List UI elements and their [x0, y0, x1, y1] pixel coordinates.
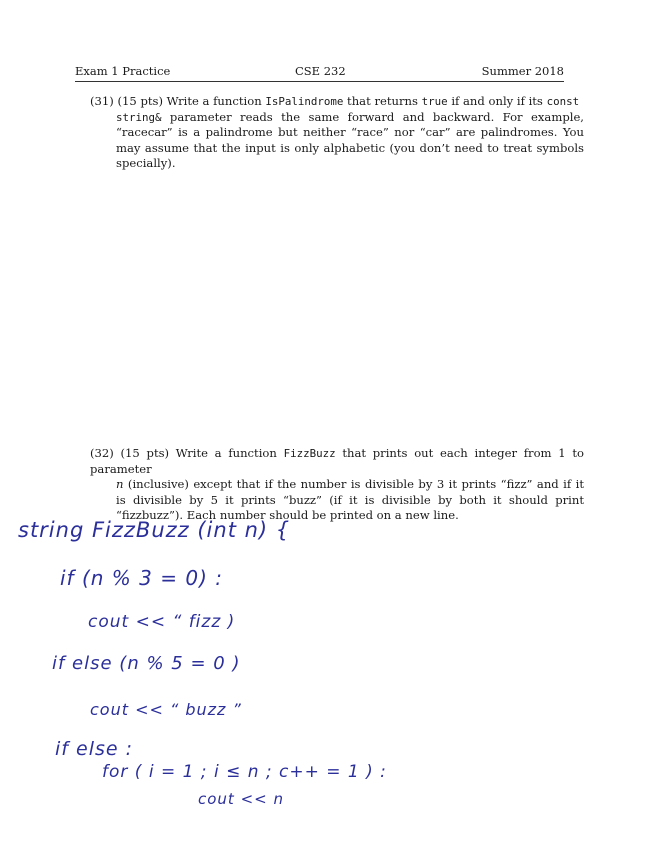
q32-function-name: FizzBuzz	[283, 447, 336, 460]
header-course-exam: Exam 1 Practice	[75, 64, 171, 78]
q31-prefix: (31) (15 pts) Write a function	[90, 94, 266, 108]
q31-function-name: IsPalindrome	[265, 95, 344, 108]
handwritten-line-5: cout << “ buzz ”	[90, 700, 242, 719]
q32-text-rest: (inclusive) except that if the number is divisible by 3 it prints “fizz” and if it is divisible by 5 it prints “buzz” (if it is divisible by both it should print “fizzbuzz”). Each number should be printed on a new line.	[116, 477, 584, 522]
q32-variable-n: n	[116, 477, 124, 491]
header-rule	[75, 81, 564, 82]
q31-keyword-string: string&	[116, 110, 162, 124]
q32-body	[90, 477, 584, 524]
handwritten-line-3: cout << “ fizz )	[88, 612, 236, 632]
q31-body	[90, 110, 584, 172]
handwritten-line-7: for ( i = 1 ; i ≤ n ; c++ = 1 ) :	[102, 762, 387, 782]
handwritten-line-4: if else (n % 5 = 0 )	[52, 653, 241, 674]
q31-text-1: that returns	[343, 94, 422, 108]
question-31-text	[90, 94, 584, 172]
question-32-text	[90, 446, 584, 524]
q32-text-1: that prints out each integer from 1 to parameter	[90, 446, 584, 476]
q31-text-2: if and only if its	[447, 94, 547, 108]
header-term: Summer 2018	[481, 64, 564, 78]
handwritten-line-6: if else :	[55, 738, 134, 760]
question-31	[90, 94, 584, 172]
q31-keyword-true: true	[421, 95, 448, 108]
handwritten-line-1: string FizzBuzz (int n) {	[18, 518, 291, 542]
q32-prefix: (32) (15 pts) Write a function	[90, 446, 284, 460]
header-course-code: CSE 232	[295, 64, 346, 78]
question-32	[90, 446, 584, 524]
handwritten-line-2: if (n % 3 = 0) :	[60, 566, 223, 590]
page-header	[75, 64, 564, 80]
q31-text-rest: parameter reads the same forward and backward. For example, “racecar” is a palindrome but neither “race” nor “car” are palindromes. You may assume that the input is only alphabetic (you don’t need to treat symbols specially).	[116, 109, 584, 170]
q31-keyword-const: const	[546, 95, 580, 108]
handwritten-line-8: cout << n	[198, 790, 284, 808]
